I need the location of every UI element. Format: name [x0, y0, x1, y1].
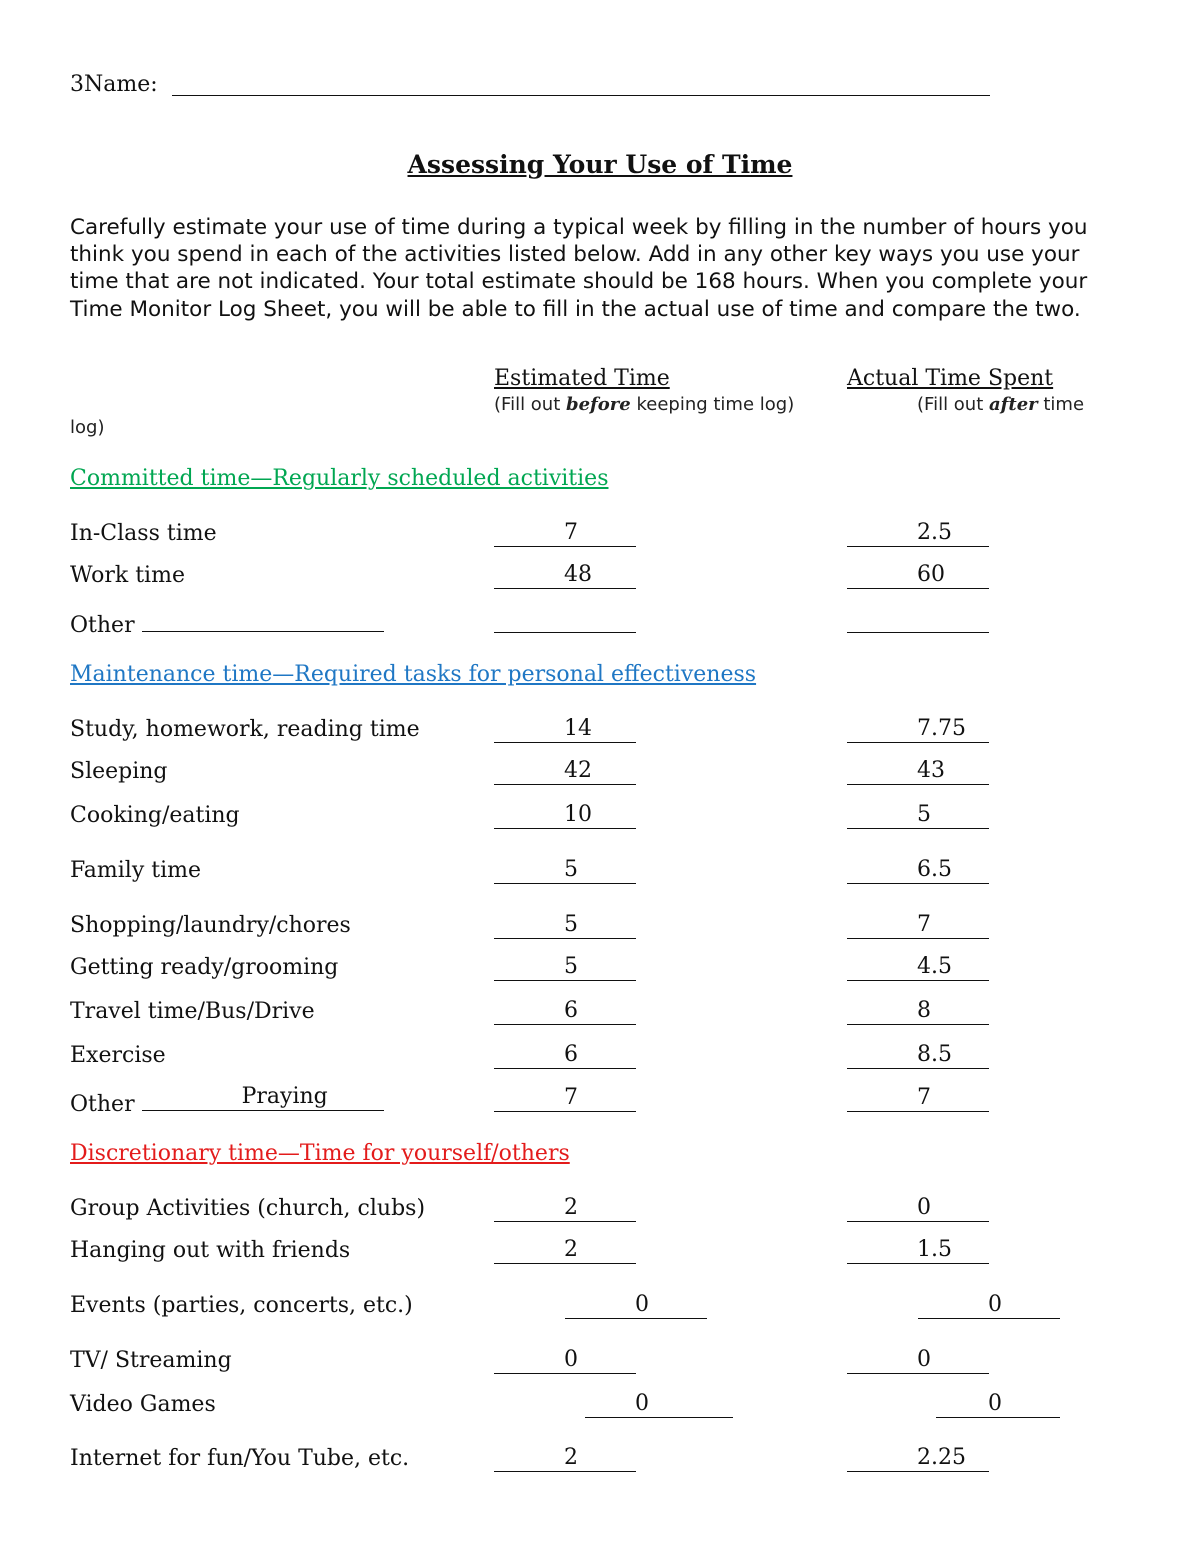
actual-field[interactable]: 7	[847, 912, 989, 939]
name-field[interactable]	[172, 95, 990, 96]
actual-field[interactable]: 60	[847, 562, 989, 589]
actual-field[interactable]: 1.5	[847, 1237, 989, 1264]
row-label: Family time	[70, 858, 202, 883]
estimated-field[interactable]: 5	[494, 912, 636, 939]
section-title-committed: Committed time—Regularly scheduled activities	[70, 466, 609, 491]
estimated-column-note: (Fill out before keeping time log)	[494, 394, 795, 415]
actual-field[interactable]: 2.5	[847, 520, 989, 547]
estimated-field[interactable]: 0	[565, 1292, 707, 1319]
estimated-field[interactable]: 2	[494, 1237, 636, 1264]
actual-column-header: Actual Time Spent	[847, 366, 1054, 391]
estimated-field[interactable]: 14	[494, 716, 636, 743]
row-label: Sleeping	[70, 759, 168, 784]
actual-column-note: (Fill out after time	[917, 394, 1085, 415]
actual-field[interactable]: 0	[918, 1292, 1060, 1319]
actual-field[interactable]: 8.5	[847, 1042, 989, 1069]
row-label: Getting ready/grooming	[70, 955, 339, 980]
actual-column-note-wrap: log)	[70, 417, 105, 438]
estimated-field[interactable]: 48	[494, 562, 636, 589]
actual-field[interactable]: 43	[847, 758, 989, 785]
section-title-maintenance: Maintenance time—Required tasks for personal effectiveness	[70, 662, 757, 687]
actual-field[interactable]: 0	[847, 1195, 989, 1222]
row-label: Hanging out with friends	[70, 1238, 351, 1263]
actual-field[interactable]: 2.25	[847, 1445, 989, 1472]
estimated-field[interactable]: 2	[494, 1445, 636, 1472]
other-activity-field[interactable]	[142, 607, 384, 632]
row-label: Internet for fun/You Tube, etc.	[70, 1446, 410, 1471]
estimated-field[interactable]: 6	[494, 1042, 636, 1069]
actual-field[interactable]: 8	[847, 998, 989, 1025]
actual-field[interactable]	[847, 606, 989, 633]
actual-field[interactable]: 5	[847, 802, 989, 829]
actual-field[interactable]: 0	[847, 1347, 989, 1374]
estimated-column-header: Estimated Time	[494, 366, 670, 391]
actual-field[interactable]: 7	[847, 1085, 989, 1112]
estimated-field[interactable]: 6	[494, 998, 636, 1025]
page-title: Assessing Your Use of Time	[407, 150, 793, 179]
row-label: Shopping/laundry/chores	[70, 913, 351, 938]
row-label: Group Activities (church, clubs)	[70, 1196, 426, 1221]
row-label: Exercise	[70, 1043, 166, 1068]
instructions-paragraph: Carefully estimate your use of time during a typical week by filling in the number of hours you think you spend in each of the activities listed below. Add in any other key ways you use your time that are not indicated. Your total estimate should be 168 hours. When you complete your Time Monitor Log Sheet, you will be able to fill in the actual use of time and compare the two.	[70, 215, 1088, 322]
row-label: Video Games	[70, 1392, 216, 1417]
estimated-field[interactable]: 10	[494, 802, 636, 829]
row-label-other: Other	[70, 607, 384, 638]
estimated-field[interactable]: 7	[494, 520, 636, 547]
estimated-field[interactable]: 7	[494, 1085, 636, 1112]
row-label: Cooking/eating	[70, 803, 240, 828]
name-label: 3Name:	[70, 72, 158, 97]
estimated-field[interactable]: 0	[494, 1347, 636, 1374]
row-label: In-Class time	[70, 521, 217, 546]
estimated-field[interactable]: 42	[494, 758, 636, 785]
other-activity-field[interactable]: Praying	[142, 1086, 384, 1111]
actual-field[interactable]: 0	[936, 1391, 1060, 1418]
actual-field[interactable]: 6.5	[847, 857, 989, 884]
estimated-field[interactable]: 5	[494, 954, 636, 981]
row-label: Work time	[70, 563, 185, 588]
estimated-field[interactable]	[494, 606, 636, 633]
estimated-field[interactable]: 2	[494, 1195, 636, 1222]
estimated-field[interactable]: 5	[494, 857, 636, 884]
row-label: Study, homework, reading time	[70, 717, 420, 742]
actual-field[interactable]: 7.75	[847, 716, 989, 743]
row-label: TV/ Streaming	[70, 1348, 232, 1373]
section-title-discretionary: Discretionary time—Time for yourself/others	[70, 1141, 570, 1166]
estimated-field[interactable]: 0	[585, 1391, 733, 1418]
row-label-other: Other Praying	[70, 1086, 384, 1117]
row-label: Travel time/Bus/Drive	[70, 999, 315, 1024]
actual-field[interactable]: 4.5	[847, 954, 989, 981]
row-label: Events (parties, concerts, etc.)	[70, 1293, 413, 1318]
